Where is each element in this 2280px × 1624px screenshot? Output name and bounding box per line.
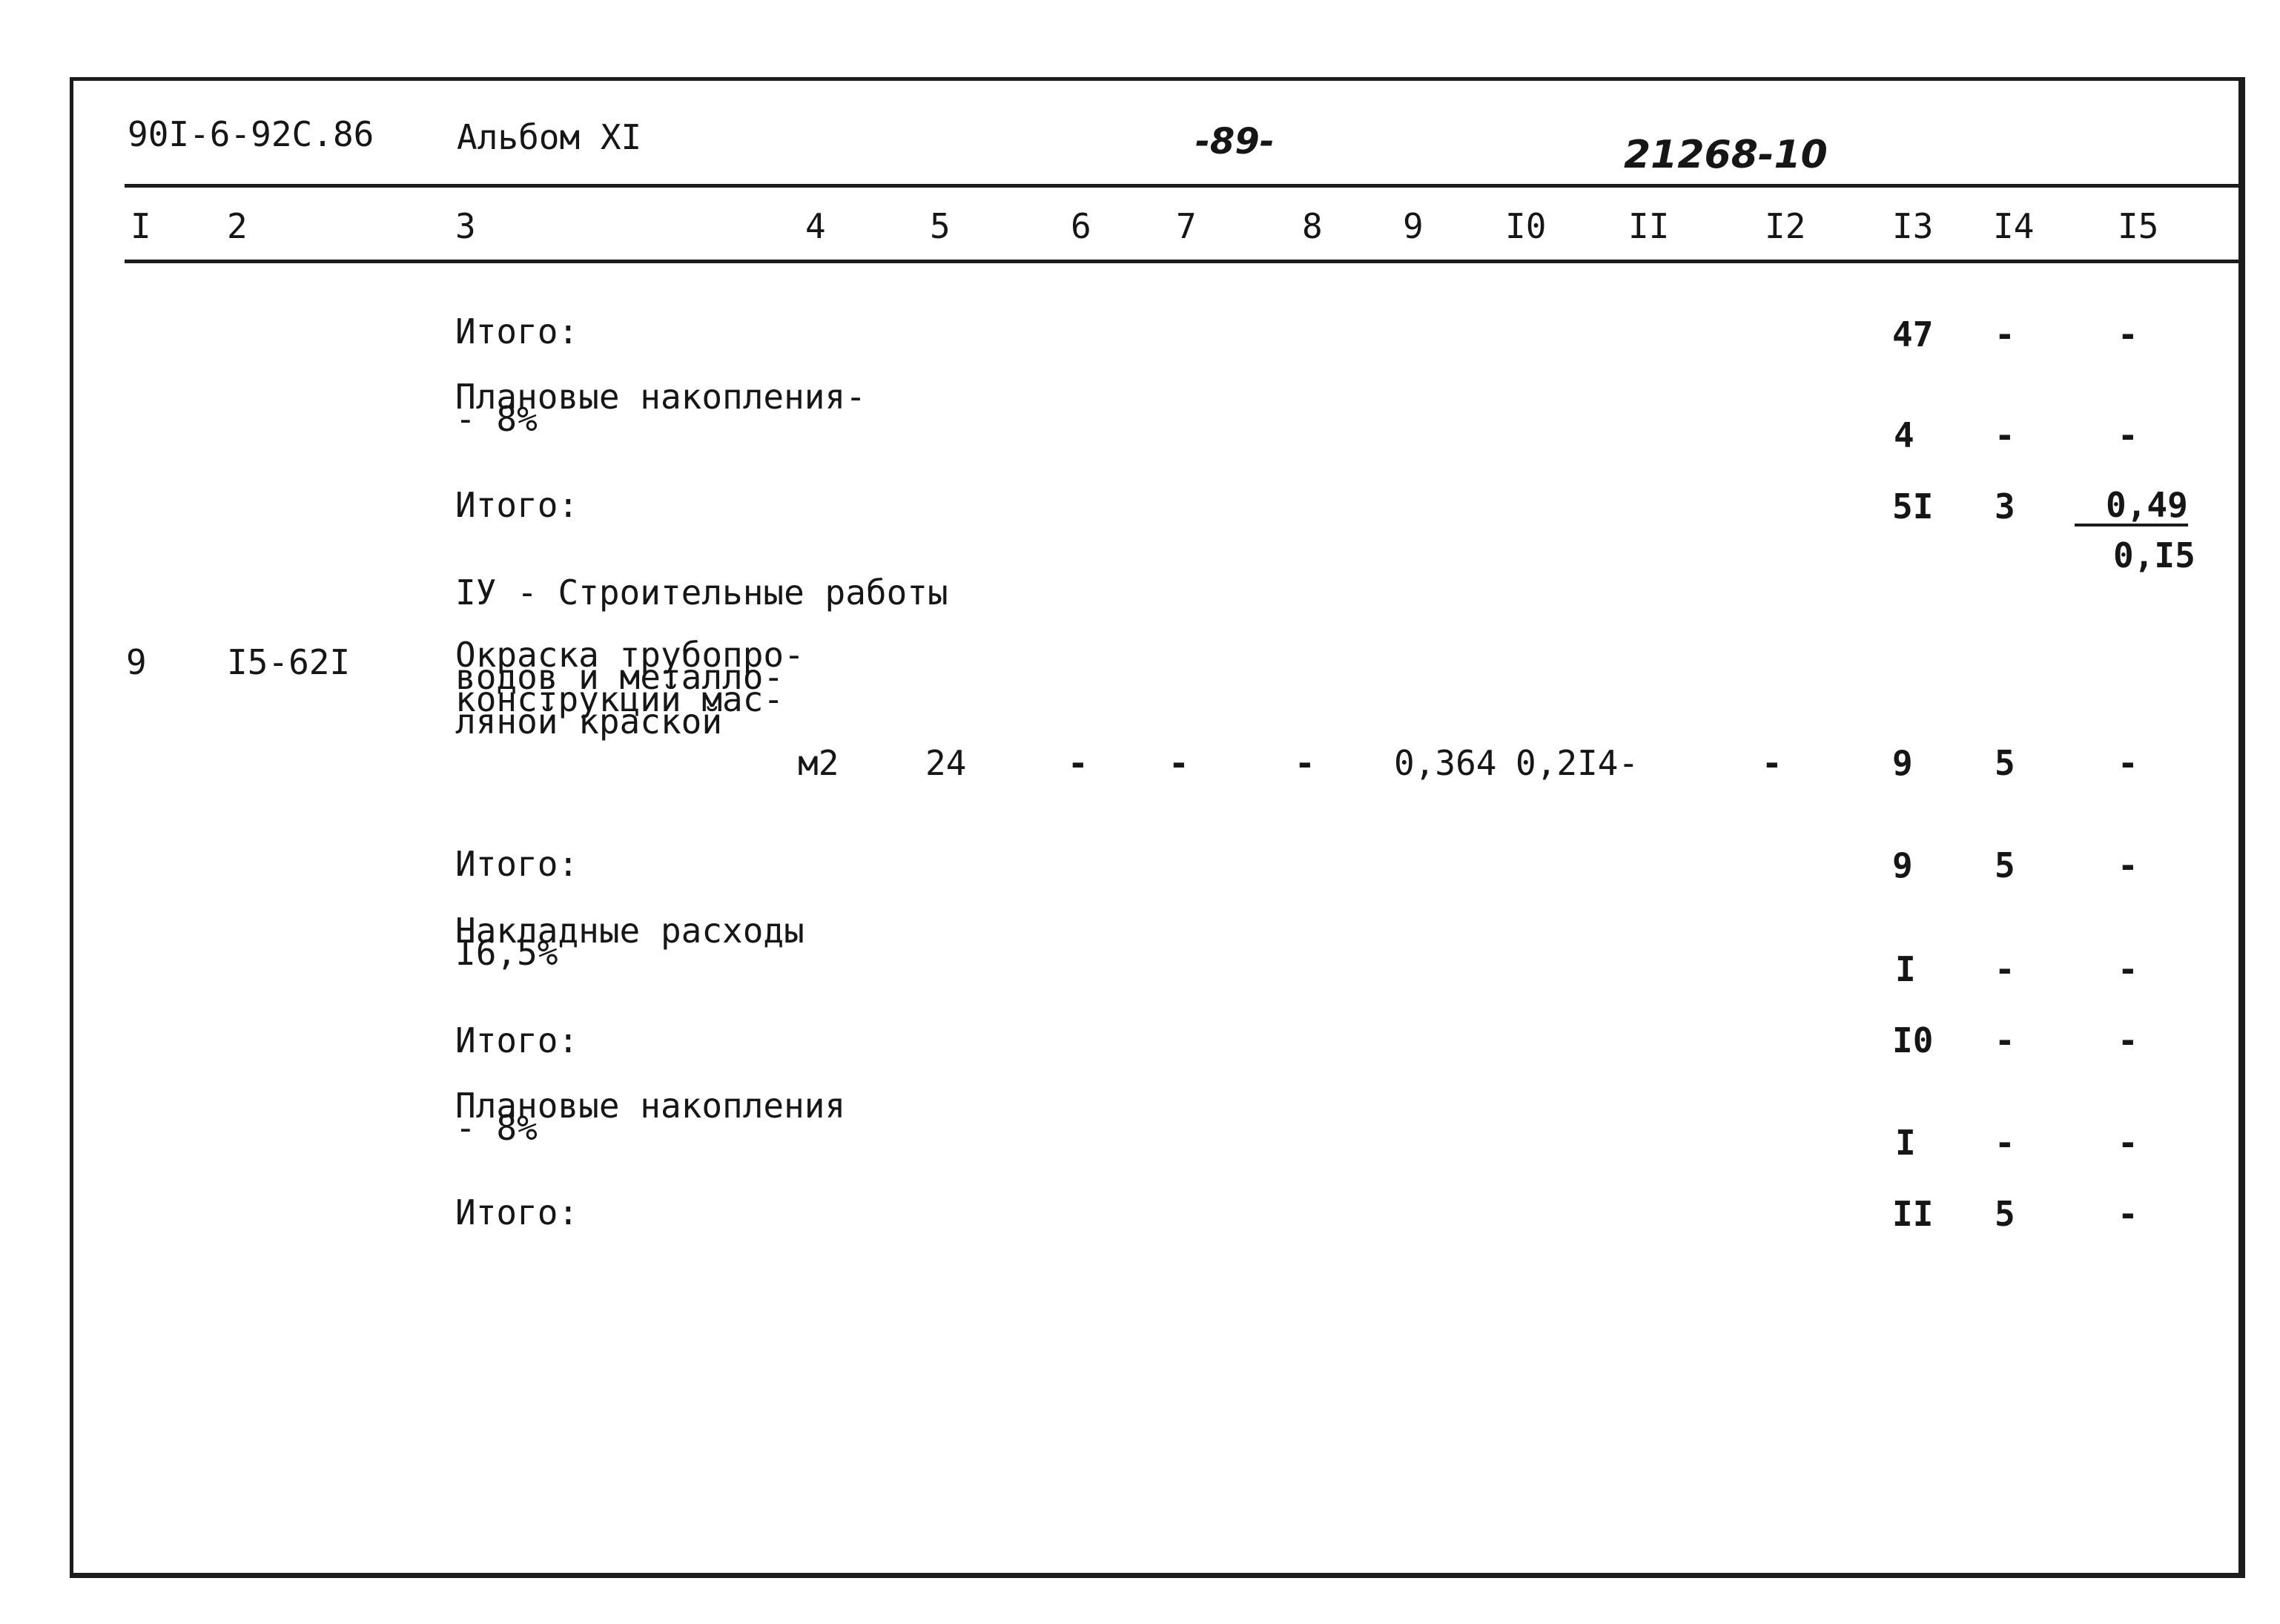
cell-col12: - bbox=[1762, 743, 1782, 783]
column-numbers-rule bbox=[125, 260, 2239, 263]
column-number: I3 bbox=[1892, 206, 1934, 246]
cell-col14: 3 bbox=[1995, 486, 2015, 527]
inventory-number: 21268-10 bbox=[1624, 133, 1828, 177]
section-heading: IУ - Строительные работы bbox=[455, 572, 948, 613]
row-code: I5-62I bbox=[227, 642, 351, 682]
cell-col14: 5 bbox=[1995, 845, 2015, 885]
row-label: Плановые накопления - 8% bbox=[455, 1086, 846, 1148]
column-number: 9 bbox=[1403, 206, 1424, 246]
row-label: Итого: bbox=[455, 485, 579, 525]
row-label: Итого: bbox=[455, 1192, 579, 1232]
cell-col14: 5 bbox=[1995, 1194, 2015, 1234]
cell-col13: 9 bbox=[1892, 845, 1913, 885]
column-number: 3 bbox=[455, 206, 476, 246]
row-label: Итого: bbox=[455, 1020, 579, 1060]
row-label: Итого: bbox=[455, 311, 579, 351]
cell-col14: 5 bbox=[1995, 743, 2015, 783]
row-label: Плановые накопления- - 8% bbox=[455, 377, 866, 439]
cell-col13: I bbox=[1895, 1123, 1916, 1163]
cell-col9: 0,364 bbox=[1394, 743, 1497, 783]
cell-col10: 0,2I4- bbox=[1516, 743, 1639, 783]
cell-col6: - bbox=[1068, 743, 1088, 783]
cell-col15-denominator: 0,I5 bbox=[2113, 535, 2195, 575]
column-number: 2 bbox=[227, 206, 248, 246]
cell-col13: 47 bbox=[1892, 314, 1934, 354]
cell-col13: 4 bbox=[1894, 415, 1914, 455]
cell-col15: - bbox=[2118, 845, 2138, 885]
header-rule bbox=[125, 184, 2239, 188]
cell-col7: - bbox=[1169, 743, 1189, 783]
cell-col15-numerator: 0,49 bbox=[2075, 488, 2188, 527]
column-number: 8 bbox=[1302, 206, 1323, 246]
column-number: I5 bbox=[2118, 206, 2159, 246]
cell-unit: м2 bbox=[798, 743, 839, 783]
cell-col14: - bbox=[1995, 415, 2015, 455]
cell-col8: - bbox=[1295, 743, 1315, 783]
cell-col13: I bbox=[1895, 949, 1916, 989]
column-number: I4 bbox=[1993, 206, 2035, 246]
row-label: Накладные расходы I6,5% bbox=[455, 911, 804, 973]
row-label: Окраска трубопро- водов и металло- конструкций мас- ляной краской bbox=[455, 635, 804, 742]
cell-col14: - bbox=[1995, 314, 2015, 354]
column-number: 4 bbox=[805, 206, 826, 246]
cell-col15: - bbox=[2118, 949, 2138, 989]
cell-quantity: 24 bbox=[925, 743, 967, 783]
cell-col13: 5I bbox=[1892, 486, 1934, 527]
cell-col15: - bbox=[2118, 1194, 2138, 1234]
document-code: 90I-6-92C.86 bbox=[128, 114, 374, 154]
row-label: Итого: bbox=[455, 844, 579, 884]
cell-col13: 9 bbox=[1892, 743, 1913, 783]
row-number: 9 bbox=[126, 642, 147, 682]
cell-col15: - bbox=[2118, 1123, 2138, 1163]
cell-col15: - bbox=[2118, 415, 2138, 455]
cell-col15: - bbox=[2118, 1020, 2138, 1060]
column-number: I0 bbox=[1505, 206, 1547, 246]
column-number: I bbox=[130, 206, 151, 246]
cell-col14: - bbox=[1995, 1020, 2015, 1060]
document-frame bbox=[70, 77, 2245, 1578]
cell-col15: - bbox=[2118, 743, 2138, 783]
column-number: 7 bbox=[1176, 206, 1197, 246]
cell-col13: II bbox=[1892, 1194, 1934, 1234]
column-number: 6 bbox=[1071, 206, 1091, 246]
page-number: -89- bbox=[1195, 121, 1275, 162]
column-number: II bbox=[1628, 206, 1670, 246]
column-number: 5 bbox=[930, 206, 951, 246]
album-title: Альбом XI bbox=[457, 117, 642, 157]
cell-col15: - bbox=[2118, 314, 2138, 354]
cell-col14: - bbox=[1995, 949, 2015, 989]
cell-col14: - bbox=[1995, 1123, 2015, 1163]
column-number: I2 bbox=[1765, 206, 1806, 246]
cell-col13: I0 bbox=[1892, 1020, 1934, 1060]
